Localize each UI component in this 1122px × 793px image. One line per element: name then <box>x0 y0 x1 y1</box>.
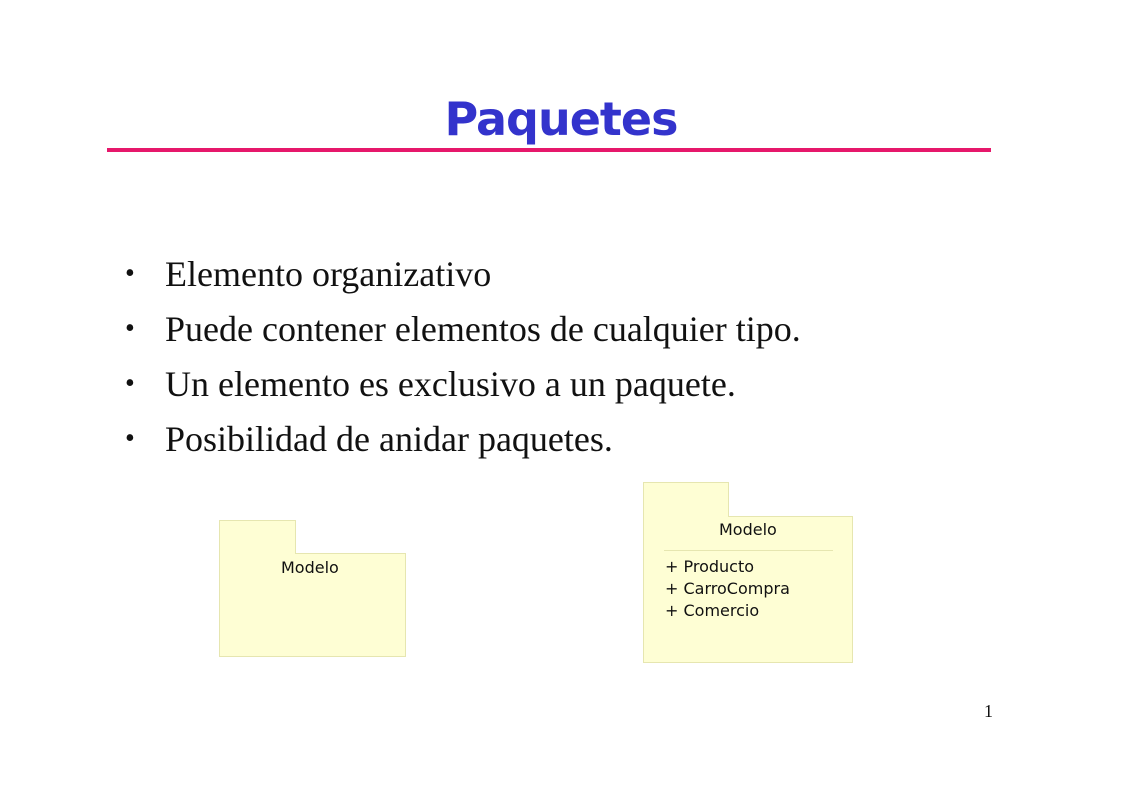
slide-title: Paquetes <box>444 92 678 146</box>
bullet-dot: • <box>125 313 135 344</box>
bullet-text: Un elemento es exclusivo a un paquete. <box>165 364 736 404</box>
bullet-item <box>125 250 801 305</box>
bullet-item <box>125 360 801 415</box>
package-seam-cover <box>220 552 295 555</box>
package-tab <box>219 520 296 555</box>
bullet-dot: • <box>125 258 135 289</box>
bullet-text: Puede contener elementos de cualquier tipo. <box>165 309 801 349</box>
bullet-dot: • <box>125 423 135 454</box>
title-underline <box>107 148 991 152</box>
bullet-text: Posibilidad de anidar paquetes. <box>165 419 613 459</box>
package-name: Modelo <box>719 520 777 539</box>
package-tab <box>643 482 729 518</box>
bullet-list <box>125 250 801 470</box>
package-member: + Producto <box>665 557 755 576</box>
bullet-item <box>125 305 801 360</box>
package-seam-cover <box>644 515 728 518</box>
package-member: + Comercio <box>665 601 760 620</box>
bullet-dot: • <box>125 368 135 399</box>
bullet-item <box>125 415 801 470</box>
page-number: 1 <box>984 701 993 721</box>
package-compartment-divider <box>664 550 833 551</box>
package-name: Modelo <box>281 558 339 577</box>
package-member: + CarroCompra <box>665 579 790 598</box>
bullet-text: Elemento organizativo <box>165 254 492 294</box>
